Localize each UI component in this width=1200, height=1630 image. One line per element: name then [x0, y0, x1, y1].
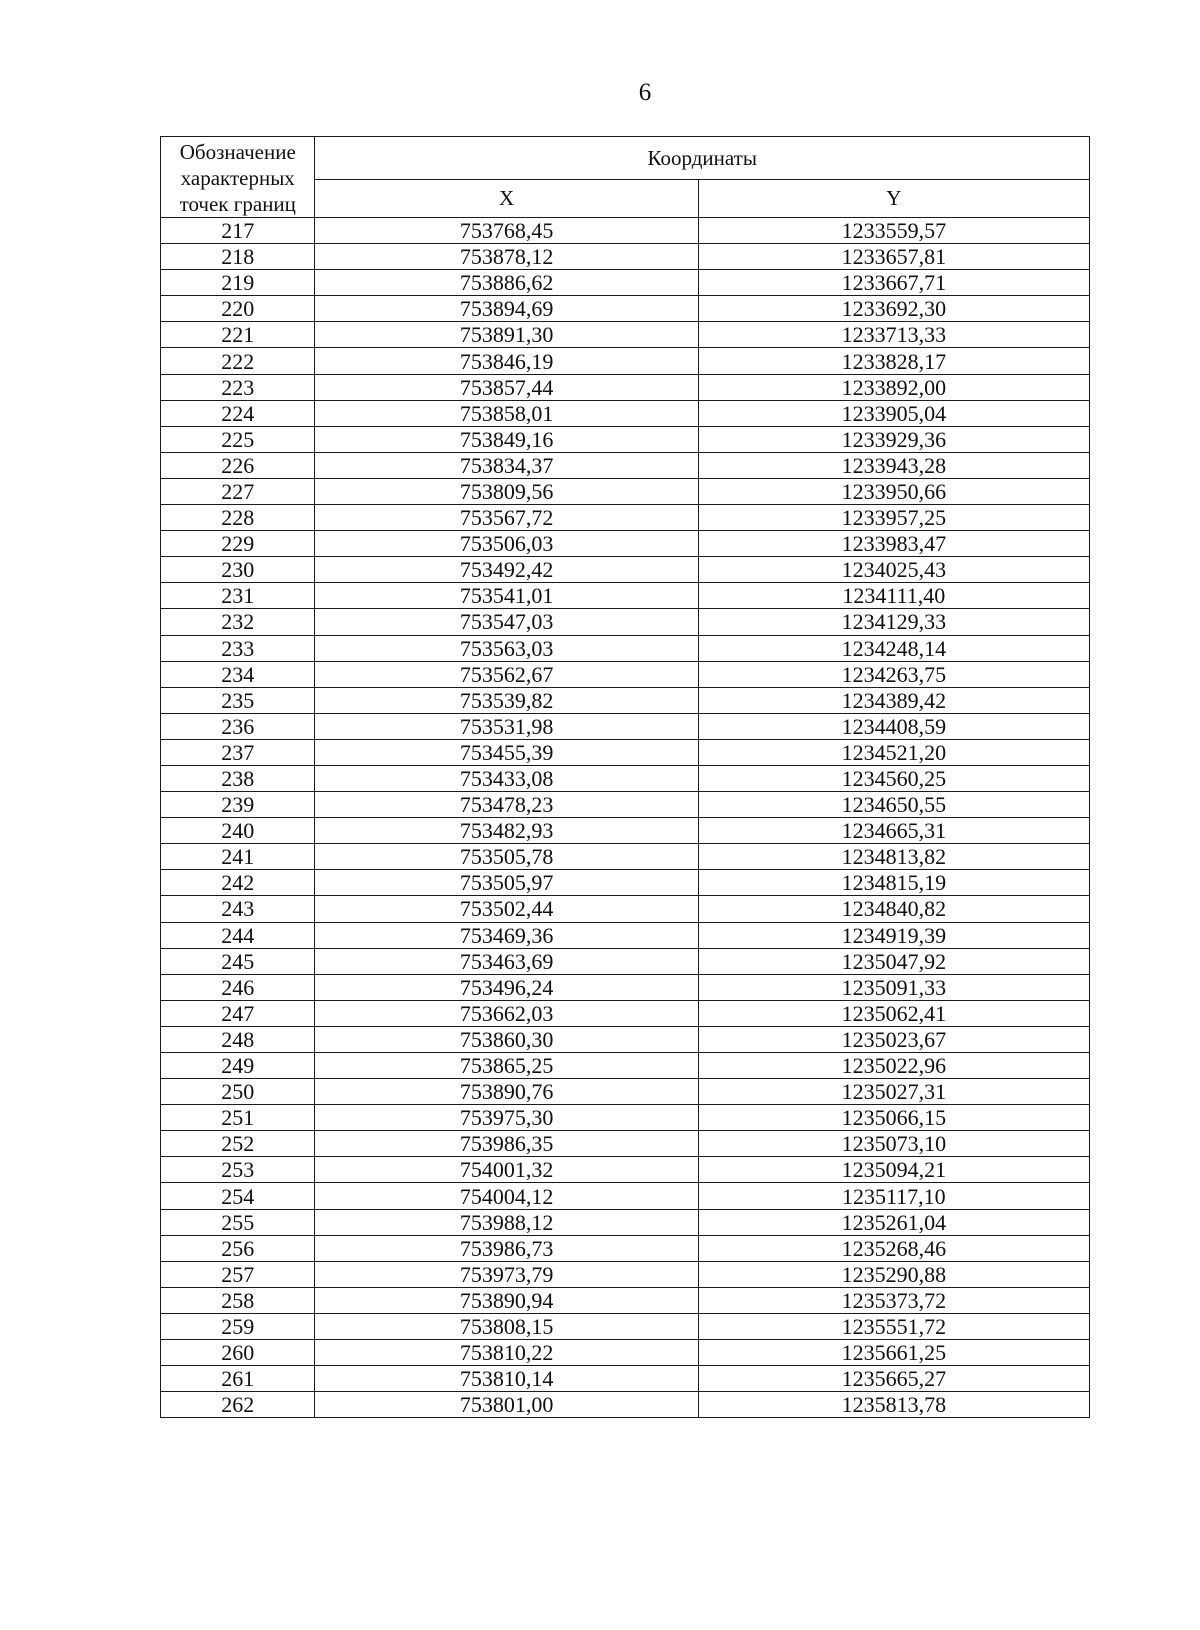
y-coordinate-cell: 1233905,04	[698, 400, 1089, 426]
table-row	[161, 792, 1090, 818]
table-row	[161, 844, 1090, 870]
x-coordinate-cell: 753986,73	[315, 1235, 698, 1261]
table-row	[161, 1287, 1090, 1313]
y-coordinate-cell: 1234560,25	[698, 765, 1089, 791]
table-row	[161, 426, 1090, 452]
point-number-cell: 220	[161, 296, 315, 322]
table-row	[161, 1209, 1090, 1235]
y-coordinate-cell: 1235268,46	[698, 1235, 1089, 1261]
point-number-cell: 234	[161, 661, 315, 687]
x-coordinate-cell: 753849,16	[315, 426, 698, 452]
coordinates-table	[160, 136, 1090, 1418]
x-coordinate-cell: 753886,62	[315, 270, 698, 296]
y-coordinate-cell: 1234813,82	[698, 844, 1089, 870]
y-coordinate-cell: 1234919,39	[698, 922, 1089, 948]
point-number-cell: 240	[161, 818, 315, 844]
table-row	[161, 348, 1090, 374]
point-number-cell: 236	[161, 713, 315, 739]
x-coordinate-cell: 753478,23	[315, 792, 698, 818]
table-row	[161, 661, 1090, 687]
point-number-cell: 254	[161, 1183, 315, 1209]
x-coordinate-cell: 753894,69	[315, 296, 698, 322]
point-number-cell: 232	[161, 609, 315, 635]
point-number-cell: 237	[161, 739, 315, 765]
point-number-cell: 241	[161, 844, 315, 870]
x-coordinate-cell: 753433,08	[315, 765, 698, 791]
y-coordinate-cell: 1233828,17	[698, 348, 1089, 374]
x-coordinate-cell: 753492,42	[315, 557, 698, 583]
x-coordinate-cell: 753541,01	[315, 583, 698, 609]
y-coordinate-cell: 1235091,33	[698, 974, 1089, 1000]
table-row	[161, 557, 1090, 583]
table-row	[161, 1000, 1090, 1026]
table-row	[161, 739, 1090, 765]
point-number-cell: 245	[161, 948, 315, 974]
table-row	[161, 218, 1090, 244]
point-number-cell: 261	[161, 1366, 315, 1392]
y-coordinate-cell: 1234389,42	[698, 687, 1089, 713]
point-number-cell: 224	[161, 400, 315, 426]
table-row	[161, 974, 1090, 1000]
point-number-cell: 233	[161, 635, 315, 661]
y-coordinate-cell: 1235373,72	[698, 1287, 1089, 1313]
y-coordinate-cell: 1233983,47	[698, 531, 1089, 557]
x-coordinate-cell: 753878,12	[315, 244, 698, 270]
point-number-cell: 226	[161, 452, 315, 478]
x-coordinate-cell: 753539,82	[315, 687, 698, 713]
point-number-cell: 235	[161, 687, 315, 713]
table-row	[161, 609, 1090, 635]
y-coordinate-cell: 1233950,66	[698, 478, 1089, 504]
y-coordinate-cell: 1233929,36	[698, 426, 1089, 452]
table-row	[161, 1340, 1090, 1366]
point-number-cell: 248	[161, 1026, 315, 1052]
y-column-header: Y	[698, 180, 1089, 218]
x-coordinate-cell: 753502,44	[315, 896, 698, 922]
y-coordinate-cell: 1234650,55	[698, 792, 1089, 818]
point-number-cell: 231	[161, 583, 315, 609]
point-number-cell: 256	[161, 1235, 315, 1261]
x-coordinate-cell: 753455,39	[315, 739, 698, 765]
y-coordinate-cell: 1235290,88	[698, 1261, 1089, 1287]
y-coordinate-cell: 1234025,43	[698, 557, 1089, 583]
point-number-cell: 247	[161, 1000, 315, 1026]
point-number-cell: 218	[161, 244, 315, 270]
table-body	[161, 218, 1090, 1418]
y-coordinate-cell: 1234840,82	[698, 896, 1089, 922]
point-number-cell: 244	[161, 922, 315, 948]
x-coordinate-cell: 753860,30	[315, 1026, 698, 1052]
point-number-cell: 238	[161, 765, 315, 791]
x-coordinate-cell: 753857,44	[315, 374, 698, 400]
point-number-cell: 257	[161, 1261, 315, 1287]
table-row	[161, 1053, 1090, 1079]
x-coordinate-cell: 753988,12	[315, 1209, 698, 1235]
table-row	[161, 896, 1090, 922]
point-number-cell: 252	[161, 1131, 315, 1157]
table-row	[161, 1183, 1090, 1209]
y-coordinate-cell: 1234111,40	[698, 583, 1089, 609]
y-coordinate-cell: 1233892,00	[698, 374, 1089, 400]
table-row	[161, 1392, 1090, 1418]
y-coordinate-cell: 1235261,04	[698, 1209, 1089, 1235]
point-number-cell: 262	[161, 1392, 315, 1418]
table-row	[161, 400, 1090, 426]
table-row	[161, 583, 1090, 609]
point-number-cell: 219	[161, 270, 315, 296]
point-number-cell: 227	[161, 478, 315, 504]
y-coordinate-cell: 1235023,67	[698, 1026, 1089, 1052]
y-coordinate-cell: 1234129,33	[698, 609, 1089, 635]
x-coordinate-cell: 753662,03	[315, 1000, 698, 1026]
x-coordinate-cell: 753865,25	[315, 1053, 698, 1079]
x-coordinate-cell: 753973,79	[315, 1261, 698, 1287]
table-row	[161, 818, 1090, 844]
x-coordinate-cell: 753567,72	[315, 505, 698, 531]
y-coordinate-cell: 1234248,14	[698, 635, 1089, 661]
x-coordinate-cell: 753986,35	[315, 1131, 698, 1157]
point-number-cell: 222	[161, 348, 315, 374]
table-row	[161, 765, 1090, 791]
page-number: 6	[638, 79, 652, 106]
x-coordinate-cell: 754001,32	[315, 1157, 698, 1183]
y-coordinate-cell: 1235661,25	[698, 1340, 1089, 1366]
table-row	[161, 635, 1090, 661]
x-column-header: X	[315, 180, 698, 218]
table-row	[161, 270, 1090, 296]
table-row	[161, 374, 1090, 400]
table-row	[161, 1079, 1090, 1105]
table-row	[161, 505, 1090, 531]
y-coordinate-cell: 1233692,30	[698, 296, 1089, 322]
x-coordinate-cell: 753809,56	[315, 478, 698, 504]
y-coordinate-cell: 1235022,96	[698, 1053, 1089, 1079]
point-number-cell: 225	[161, 426, 315, 452]
point-number-cell: 229	[161, 531, 315, 557]
y-coordinate-cell: 1235066,15	[698, 1105, 1089, 1131]
point-number-cell: 258	[161, 1287, 315, 1313]
x-coordinate-cell: 753506,03	[315, 531, 698, 557]
y-coordinate-cell: 1234665,31	[698, 818, 1089, 844]
table-row	[161, 948, 1090, 974]
table-row	[161, 531, 1090, 557]
y-coordinate-cell: 1235117,10	[698, 1183, 1089, 1209]
y-coordinate-cell: 1235665,27	[698, 1366, 1089, 1392]
point-number-cell: 230	[161, 557, 315, 583]
x-coordinate-cell: 753482,93	[315, 818, 698, 844]
x-coordinate-cell: 753547,03	[315, 609, 698, 635]
x-coordinate-cell: 754004,12	[315, 1183, 698, 1209]
point-number-cell: 246	[161, 974, 315, 1000]
x-coordinate-cell: 753531,98	[315, 713, 698, 739]
y-coordinate-cell: 1234521,20	[698, 739, 1089, 765]
table-row	[161, 922, 1090, 948]
table-row	[161, 478, 1090, 504]
x-coordinate-cell: 753891,30	[315, 322, 698, 348]
x-coordinate-cell: 753810,22	[315, 1340, 698, 1366]
x-coordinate-cell: 753463,69	[315, 948, 698, 974]
x-coordinate-cell: 753834,37	[315, 452, 698, 478]
point-number-cell: 228	[161, 505, 315, 531]
y-coordinate-cell: 1235047,92	[698, 948, 1089, 974]
y-coordinate-cell: 1233943,28	[698, 452, 1089, 478]
x-coordinate-cell: 753496,24	[315, 974, 698, 1000]
table-row	[161, 1105, 1090, 1131]
x-coordinate-cell: 753890,76	[315, 1079, 698, 1105]
point-number-cell: 243	[161, 896, 315, 922]
table-row	[161, 870, 1090, 896]
table-row	[161, 1235, 1090, 1261]
point-number-cell: 221	[161, 322, 315, 348]
point-number-cell: 249	[161, 1053, 315, 1079]
point-number-cell: 242	[161, 870, 315, 896]
x-coordinate-cell: 753808,15	[315, 1313, 698, 1339]
x-coordinate-cell: 753890,94	[315, 1287, 698, 1313]
coordinates-header: Координаты	[315, 137, 1090, 180]
y-coordinate-cell: 1234263,75	[698, 661, 1089, 687]
y-coordinate-cell: 1235551,72	[698, 1313, 1089, 1339]
x-coordinate-cell: 753469,36	[315, 922, 698, 948]
y-coordinate-cell: 1233713,33	[698, 322, 1089, 348]
point-number-cell: 250	[161, 1079, 315, 1105]
table-row	[161, 1313, 1090, 1339]
table-row	[161, 1261, 1090, 1287]
table-row	[161, 1131, 1090, 1157]
point-number-cell: 239	[161, 792, 315, 818]
x-coordinate-cell: 753562,67	[315, 661, 698, 687]
table-row	[161, 1026, 1090, 1052]
point-number-cell: 251	[161, 1105, 315, 1131]
y-coordinate-cell: 1233657,81	[698, 244, 1089, 270]
table-row	[161, 322, 1090, 348]
x-coordinate-cell: 753975,30	[315, 1105, 698, 1131]
table-row	[161, 452, 1090, 478]
y-coordinate-cell: 1235027,31	[698, 1079, 1089, 1105]
y-coordinate-cell: 1233559,57	[698, 218, 1089, 244]
y-coordinate-cell: 1235073,10	[698, 1131, 1089, 1157]
x-coordinate-cell: 753846,19	[315, 348, 698, 374]
x-coordinate-cell: 753563,03	[315, 635, 698, 661]
y-coordinate-cell: 1233667,71	[698, 270, 1089, 296]
point-number-cell: 260	[161, 1340, 315, 1366]
table-row	[161, 713, 1090, 739]
y-coordinate-cell: 1235813,78	[698, 1392, 1089, 1418]
x-coordinate-cell: 753505,97	[315, 870, 698, 896]
x-coordinate-cell: 753768,45	[315, 218, 698, 244]
point-designation-header: Обозначение характерных точек границ	[161, 137, 315, 218]
x-coordinate-cell: 753505,78	[315, 844, 698, 870]
point-number-cell: 255	[161, 1209, 315, 1235]
point-number-cell: 259	[161, 1313, 315, 1339]
point-number-cell: 217	[161, 218, 315, 244]
point-number-cell: 223	[161, 374, 315, 400]
y-coordinate-cell: 1235094,21	[698, 1157, 1089, 1183]
table-row	[161, 1157, 1090, 1183]
y-coordinate-cell: 1234408,59	[698, 713, 1089, 739]
table-row	[161, 296, 1090, 322]
table-row	[161, 687, 1090, 713]
table-row	[161, 1366, 1090, 1392]
y-coordinate-cell: 1233957,25	[698, 505, 1089, 531]
table-row	[161, 244, 1090, 270]
y-coordinate-cell: 1234815,19	[698, 870, 1089, 896]
x-coordinate-cell: 753810,14	[315, 1366, 698, 1392]
x-coordinate-cell: 753801,00	[315, 1392, 698, 1418]
point-number-cell: 253	[161, 1157, 315, 1183]
y-coordinate-cell: 1235062,41	[698, 1000, 1089, 1026]
x-coordinate-cell: 753858,01	[315, 400, 698, 426]
